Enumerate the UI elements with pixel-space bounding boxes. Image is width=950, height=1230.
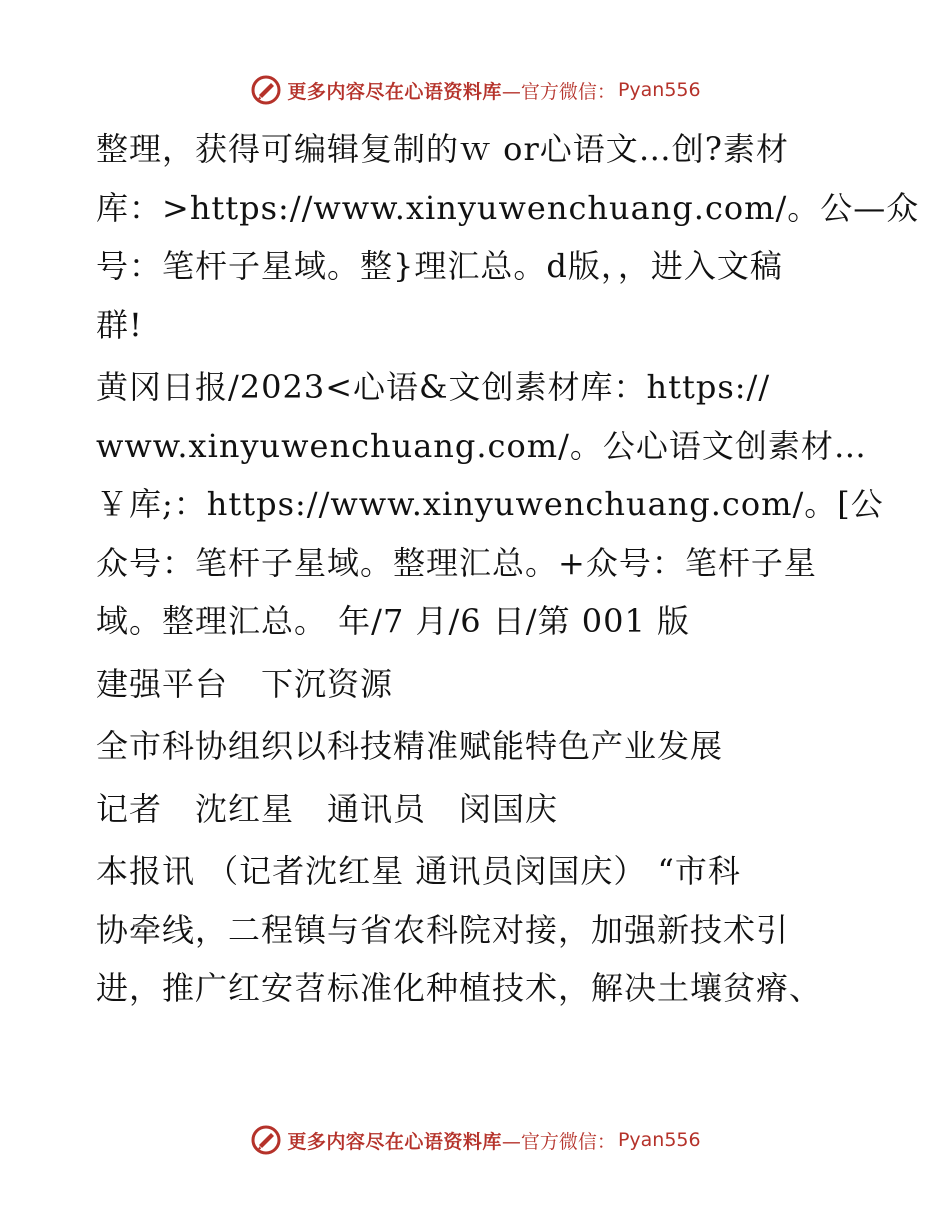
header-banner — [0, 70, 950, 110]
article-headline — [96, 717, 856, 776]
logo-icon — [249, 1123, 283, 1157]
document-body — [96, 120, 920, 1022]
text-line: 域。整理汇总。 年/7 月/6 日/第 001 版 — [96, 602, 691, 640]
banner-wechat-label: —官方微信： — [501, 80, 616, 103]
article-body — [96, 842, 856, 1018]
text-line: 号：笔杆子星域。整}理汇总。d版，，进入文稿 — [96, 247, 783, 285]
text-line: 记者 沈红星 通讯员 闵国庆 — [96, 789, 559, 828]
banner-title: 更多内容尽在心语资料库 — [287, 80, 502, 103]
text-line: www.xinyuwenchuang.com/。公心语文创素材… — [96, 426, 867, 465]
banner-wechat-id: Pyan556 — [617, 79, 701, 101]
paragraph-intro — [96, 120, 920, 354]
text-line: 库：>https://www.xinyuwenchuang.com/。公—众 — [96, 188, 920, 227]
text-line: 全市科协组织以科技精准赋能特色产业发展 — [96, 727, 724, 765]
text-line: 协牵线，二程镇与省农科院对接，加强新技术引 — [96, 910, 790, 949]
logo-icon — [249, 73, 283, 107]
text-line: 本报讯 （记者沈红星 通讯员闵国庆） “市科 — [96, 852, 741, 890]
footer-banner — [0, 1120, 950, 1160]
banner-wechat-id: Pyan556 — [617, 1129, 701, 1151]
text-line: 进，推广红安苕标准化种植技术，解决土壤贫瘠、 — [96, 969, 823, 1007]
text-line: 建强平台 下沉资源 — [96, 664, 394, 703]
banner-wechat-label: —官方微信： — [501, 1130, 616, 1153]
banner-title: 更多内容尽在心语资料库 — [287, 1130, 502, 1153]
article-kicker — [96, 655, 856, 714]
text-line: 众号：笔杆子星域。整理汇总。+众号：笔杆子星 — [96, 543, 817, 582]
text-line: 整理，获得可编辑复制的ｗ or心语文…创?素材 — [96, 130, 789, 168]
text-line: 群! — [96, 305, 143, 344]
paragraph-masthead — [96, 358, 884, 651]
text-line: 黄冈日报/2023<心语&文创素材库：https:// — [96, 368, 771, 406]
article-byline — [96, 780, 856, 839]
text-line: ￥库;：https://www.xinyuwenchuang.com/。[公 — [96, 485, 884, 523]
